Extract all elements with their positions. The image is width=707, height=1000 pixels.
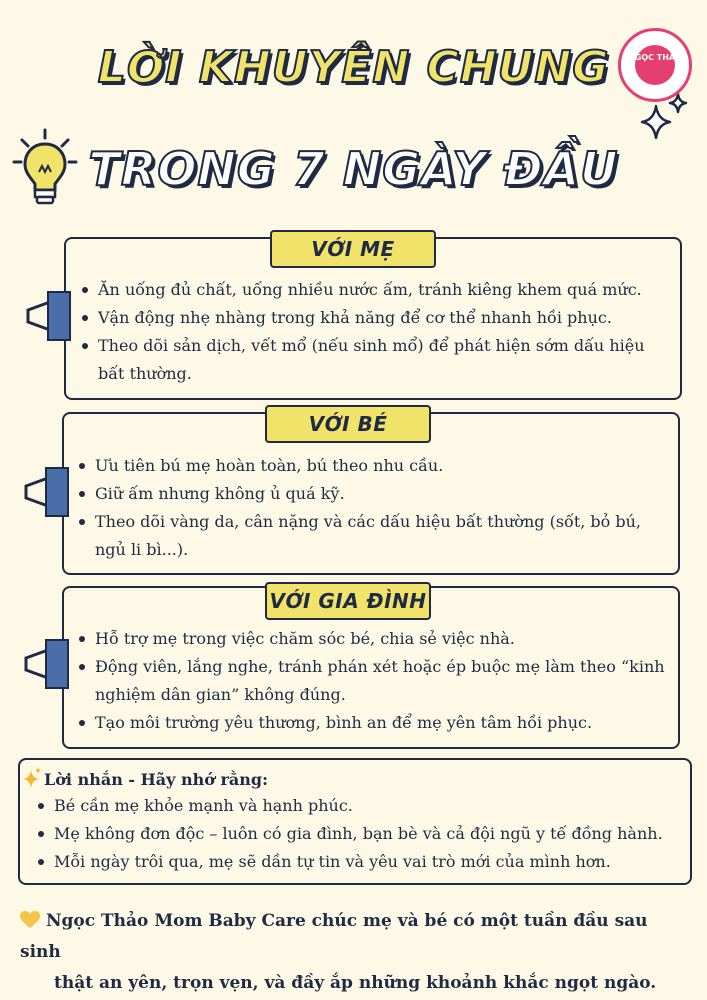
page-title-line-2: TRONG 7 NGÀY ĐẦU [88, 142, 619, 196]
list-item: Theo dõi sản dịch, vết mổ (nếu sinh mổ) để phát hiện sớm dấu hiệu bất thường. [80, 332, 675, 388]
list-item: Ăn uống đủ chất, uống nhiều nước ấm, tránh kiêng khem quá mức. [80, 276, 675, 304]
footer-message [20, 906, 690, 999]
footer-line-2: thật an yên, trọn vẹn, và đầy ắp những khoảnh khắc ngọt ngào. [54, 973, 657, 993]
logo-emblem [635, 45, 675, 85]
note-title [44, 769, 268, 791]
list-item: Động viên, lắng nghe, tránh phán xét hoặc ép buộc mẹ làm theo “kinh nghiệm dân gian” không đúng. [77, 653, 675, 709]
note-list [36, 792, 688, 876]
note-title-text: Lời nhắn - Hãy nhớ rằng: [44, 770, 268, 789]
footer-line-1: Ngọc Thảo Mom Baby Care chúc mẹ và bé có một tuần đầu sau sinh [20, 911, 648, 962]
list-item: Mỗi ngày trôi qua, mẹ sẽ dần tự tin và yêu vai trò mới của mình hơn. [36, 848, 688, 876]
list-item: Bé cần mẹ khỏe mạnh và hạnh phúc. [36, 792, 688, 820]
binder-clip-icon [24, 288, 72, 344]
logo-text: NGỌC THẢO [628, 53, 682, 62]
brand-logo [618, 28, 692, 102]
list-item: Tạo môi trường yêu thương, bình an để mẹ yên tâm hồi phục. [77, 709, 675, 737]
section-list-family [77, 625, 675, 737]
binder-clip-icon [22, 636, 70, 692]
list-item: Vận động nhẹ nhàng trong khả năng để cơ thể nhanh hồi phục. [80, 304, 675, 332]
section-list-mother [80, 276, 675, 388]
section-label-baby: VỚI BÉ [265, 405, 431, 443]
heart-icon [20, 911, 40, 929]
list-item: Mẹ không đơn độc – luôn có gia đình, bạn bè và cả đội ngũ y tế đồng hành. [36, 820, 688, 848]
section-list-baby [77, 452, 672, 564]
sparkle-emoji-icon [22, 767, 42, 789]
section-label-mother: VỚI MẸ [270, 230, 436, 268]
page-title-line-1: LỜI KHUYÊN CHUNG [97, 42, 610, 93]
list-item: Theo dõi vàng da, cân nặng và các dấu hiệu bất thường (sốt, bỏ bú, ngủ li bì...). [77, 508, 672, 564]
list-item: Ưu tiên bú mẹ hoàn toàn, bú theo nhu cầu. [77, 452, 672, 480]
section-label-family: VỚI GIA ĐÌNH [265, 582, 431, 620]
lightbulb-icon [12, 128, 78, 208]
list-item: Giữ ấm nhưng không ủ quá kỹ. [77, 480, 672, 508]
binder-clip-icon [22, 464, 70, 520]
list-item: Hỗ trợ mẹ trong việc chăm sóc bé, chia sẻ việc nhà. [77, 625, 675, 653]
